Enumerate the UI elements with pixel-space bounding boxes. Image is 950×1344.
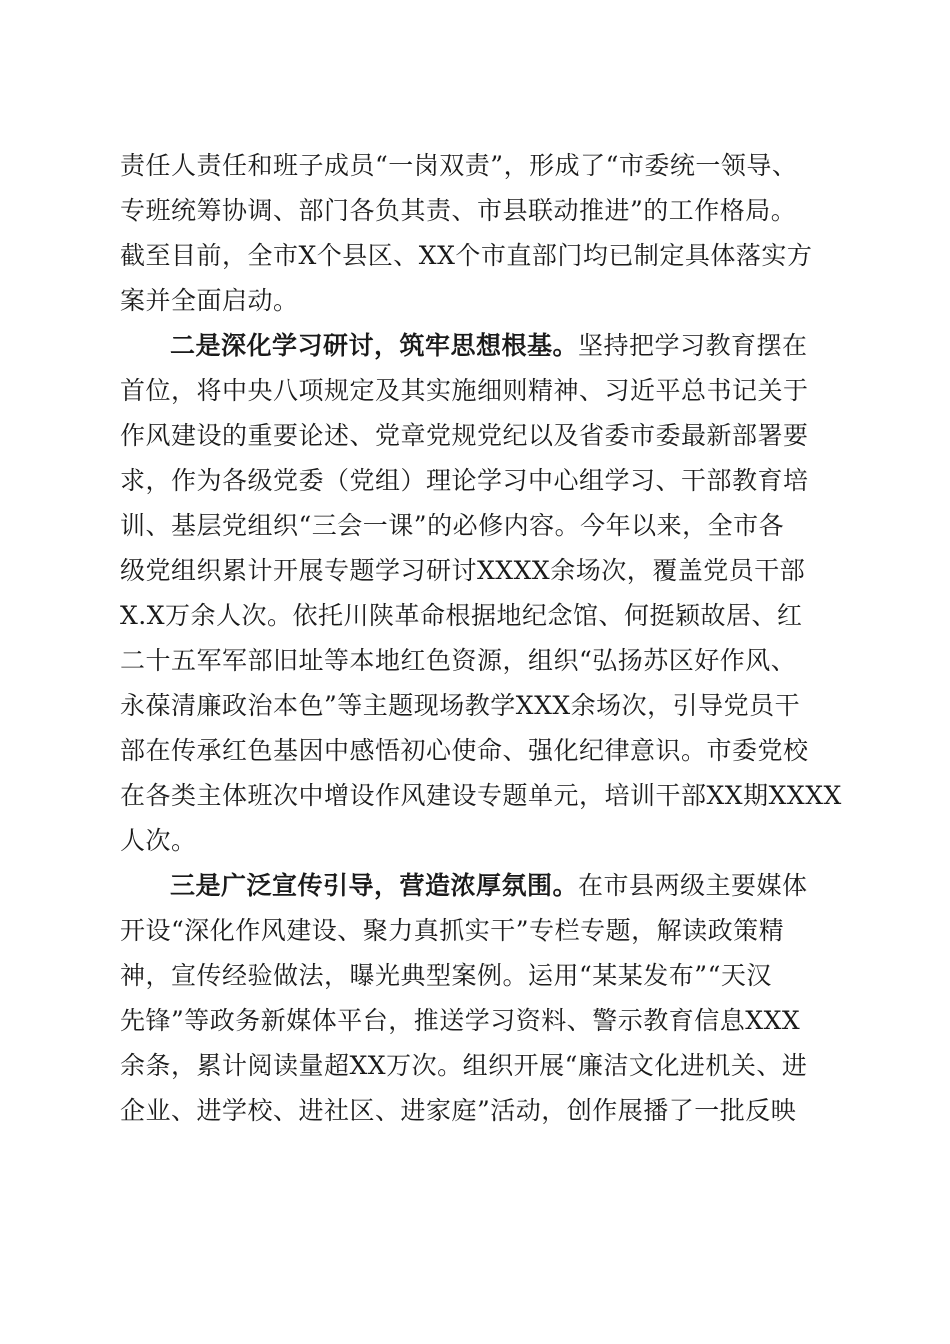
text-line: 开设“深化作风建设、聚力真抓实干”专栏专题，解读政策精 — [120, 916, 785, 945]
text-line: 在各类主体班次中增设作风建设专题单元，培训干部XX期XXXX — [120, 781, 842, 810]
paragraph-3-heading: 三是广泛宣传引导，营造浓厚氛围。 — [170, 871, 579, 900]
text-line: 人次。 — [120, 826, 197, 855]
text-line: 截至目前，全市X个县区、XX个市直部门均已制定具体落实方 — [120, 241, 813, 270]
text-line: 部在传承红色基因中感悟初心使命、强化纪律意识。市委党校 — [120, 736, 809, 765]
text-line: 训、基层党组织“三会一课”的必修内容。今年以来，全市各 — [120, 511, 785, 540]
text-line: 先锋”等政务新媒体平台，推送学习资料、警示教育信息XXX — [120, 1006, 801, 1035]
text-line: 级党组织累计开展专题学习研讨XXXX余场次，覆盖党员干部 — [120, 556, 806, 585]
text-line: 专班统筹协调、部门各负其责、市县联动推进”的工作格局。 — [120, 196, 797, 225]
paragraph-2-heading: 二是深化学习研讨，筑牢思想根基。 — [170, 331, 579, 360]
text-line: 神，宣传经验做法，曝光典型案例。运用“某某发布”“天汉 — [120, 961, 772, 990]
paragraph-2-first-line — [120, 323, 830, 368]
paragraph-2-lead: 坚持把学习教育摆在 — [578, 331, 808, 360]
document-body — [120, 143, 842, 1133]
text-line: 作风建设的重要论述、党章党规党纪以及省委市委最新部署要 — [120, 421, 809, 450]
text-line: X.X万余人次。依托川陕革命根据地纪念馆、何挺颖故居、红 — [120, 601, 803, 630]
paragraph-3-lead: 在市县两级主要媒体 — [578, 871, 808, 900]
text-line: 求，作为各级党委（党组）理论学习中心组学习、干部教育培 — [120, 466, 809, 495]
text-line: 永葆清廉政治本色”等主题现场教学XXX余场次，引导党员干 — [120, 691, 801, 720]
text-line: 案并全面启动。 — [120, 286, 299, 315]
text-line: 首位，将中央八项规定及其实施细则精神、习近平总书记关于 — [120, 376, 809, 405]
text-line: 企业、进学校、进社区、进家庭”活动，创作展播了一批反映 — [120, 1096, 797, 1125]
paragraph-3-first-line — [120, 863, 830, 908]
text-line: 余条，累计阅读量超XX万次。组织开展“廉洁文化进机关、进 — [120, 1051, 808, 1080]
text-line: 二十五军军部旧址等本地红色资源，组织“弘扬苏区好作风、 — [120, 646, 797, 675]
text-line: 责任人责任和班子成员“一岗双责”，形成了“市委统一领导、 — [120, 151, 798, 180]
